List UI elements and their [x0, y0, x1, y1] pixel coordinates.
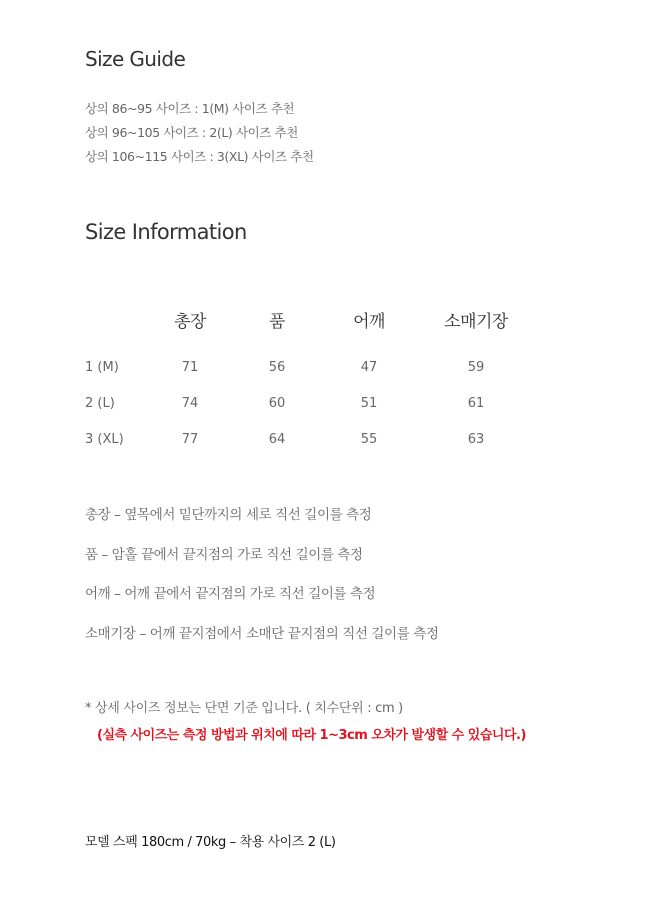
table-cell: 64: [268, 432, 286, 447]
measurement-note: 총장 – 옆목에서 밑단까지의 세로 직선 길이를 측정: [85, 507, 372, 523]
measurement-warning: (실측 사이즈는 측정 방법과 위치에 따라 1~3cm 오차가 발생할 수 있습니다.): [97, 728, 526, 743]
header-sleeve: 소매기장: [444, 312, 508, 332]
table-cell: 60: [268, 396, 286, 411]
table-cell: 56: [268, 360, 286, 375]
size-information-title: Size Information: [85, 220, 247, 244]
size-guide-title: Size Guide: [85, 47, 186, 71]
model-spec: 모델 스펙 180cm / 70kg – 착용 사이즈 2 (L): [85, 835, 336, 850]
size-guide-list: [85, 97, 314, 169]
table-cell: 63: [467, 432, 485, 447]
size-guide-line: 상의 86~95 사이즈 : 1(M) 사이즈 추천: [85, 101, 295, 116]
header-shoulder: 어깨: [353, 312, 385, 332]
row-label-xl: 3 (XL): [85, 432, 124, 447]
row-label-m: 1 (M): [85, 360, 119, 375]
table-cell: 55: [360, 432, 378, 447]
row-label-l: 2 (L): [85, 396, 115, 411]
header-chest: 품: [269, 312, 285, 332]
table-cell: 59: [467, 360, 485, 375]
header-length: 총장: [174, 312, 206, 332]
table-cell: 77: [181, 432, 199, 447]
table-cell: 47: [360, 360, 378, 375]
measurement-note: 어깨 – 어깨 끝에서 끝지점의 가로 직선 길이를 측정: [85, 586, 376, 602]
table-cell: 61: [467, 396, 485, 411]
size-table: [0, 300, 660, 460]
measurement-note: 소매기장 – 어깨 끝지점에서 소매단 끝지점의 직선 길이를 측정: [85, 625, 439, 642]
size-guide-line: 상의 106~115 사이즈 : 3(XL) 사이즈 추천: [85, 149, 314, 164]
table-cell: 51: [360, 396, 378, 411]
unit-footnote: * 상세 사이즈 정보는 단면 기준 입니다. ( 치수단위 : cm ): [85, 701, 403, 716]
table-cell: 74: [181, 396, 199, 411]
measurement-note: 품 – 암홀 끝에서 끝지점의 가로 직선 길이를 측정: [85, 546, 363, 563]
table-cell: 71: [181, 360, 199, 375]
size-guide-line: 상의 96~105 사이즈 : 2(L) 사이즈 추천: [85, 125, 298, 140]
measurement-notes: [85, 503, 439, 661]
